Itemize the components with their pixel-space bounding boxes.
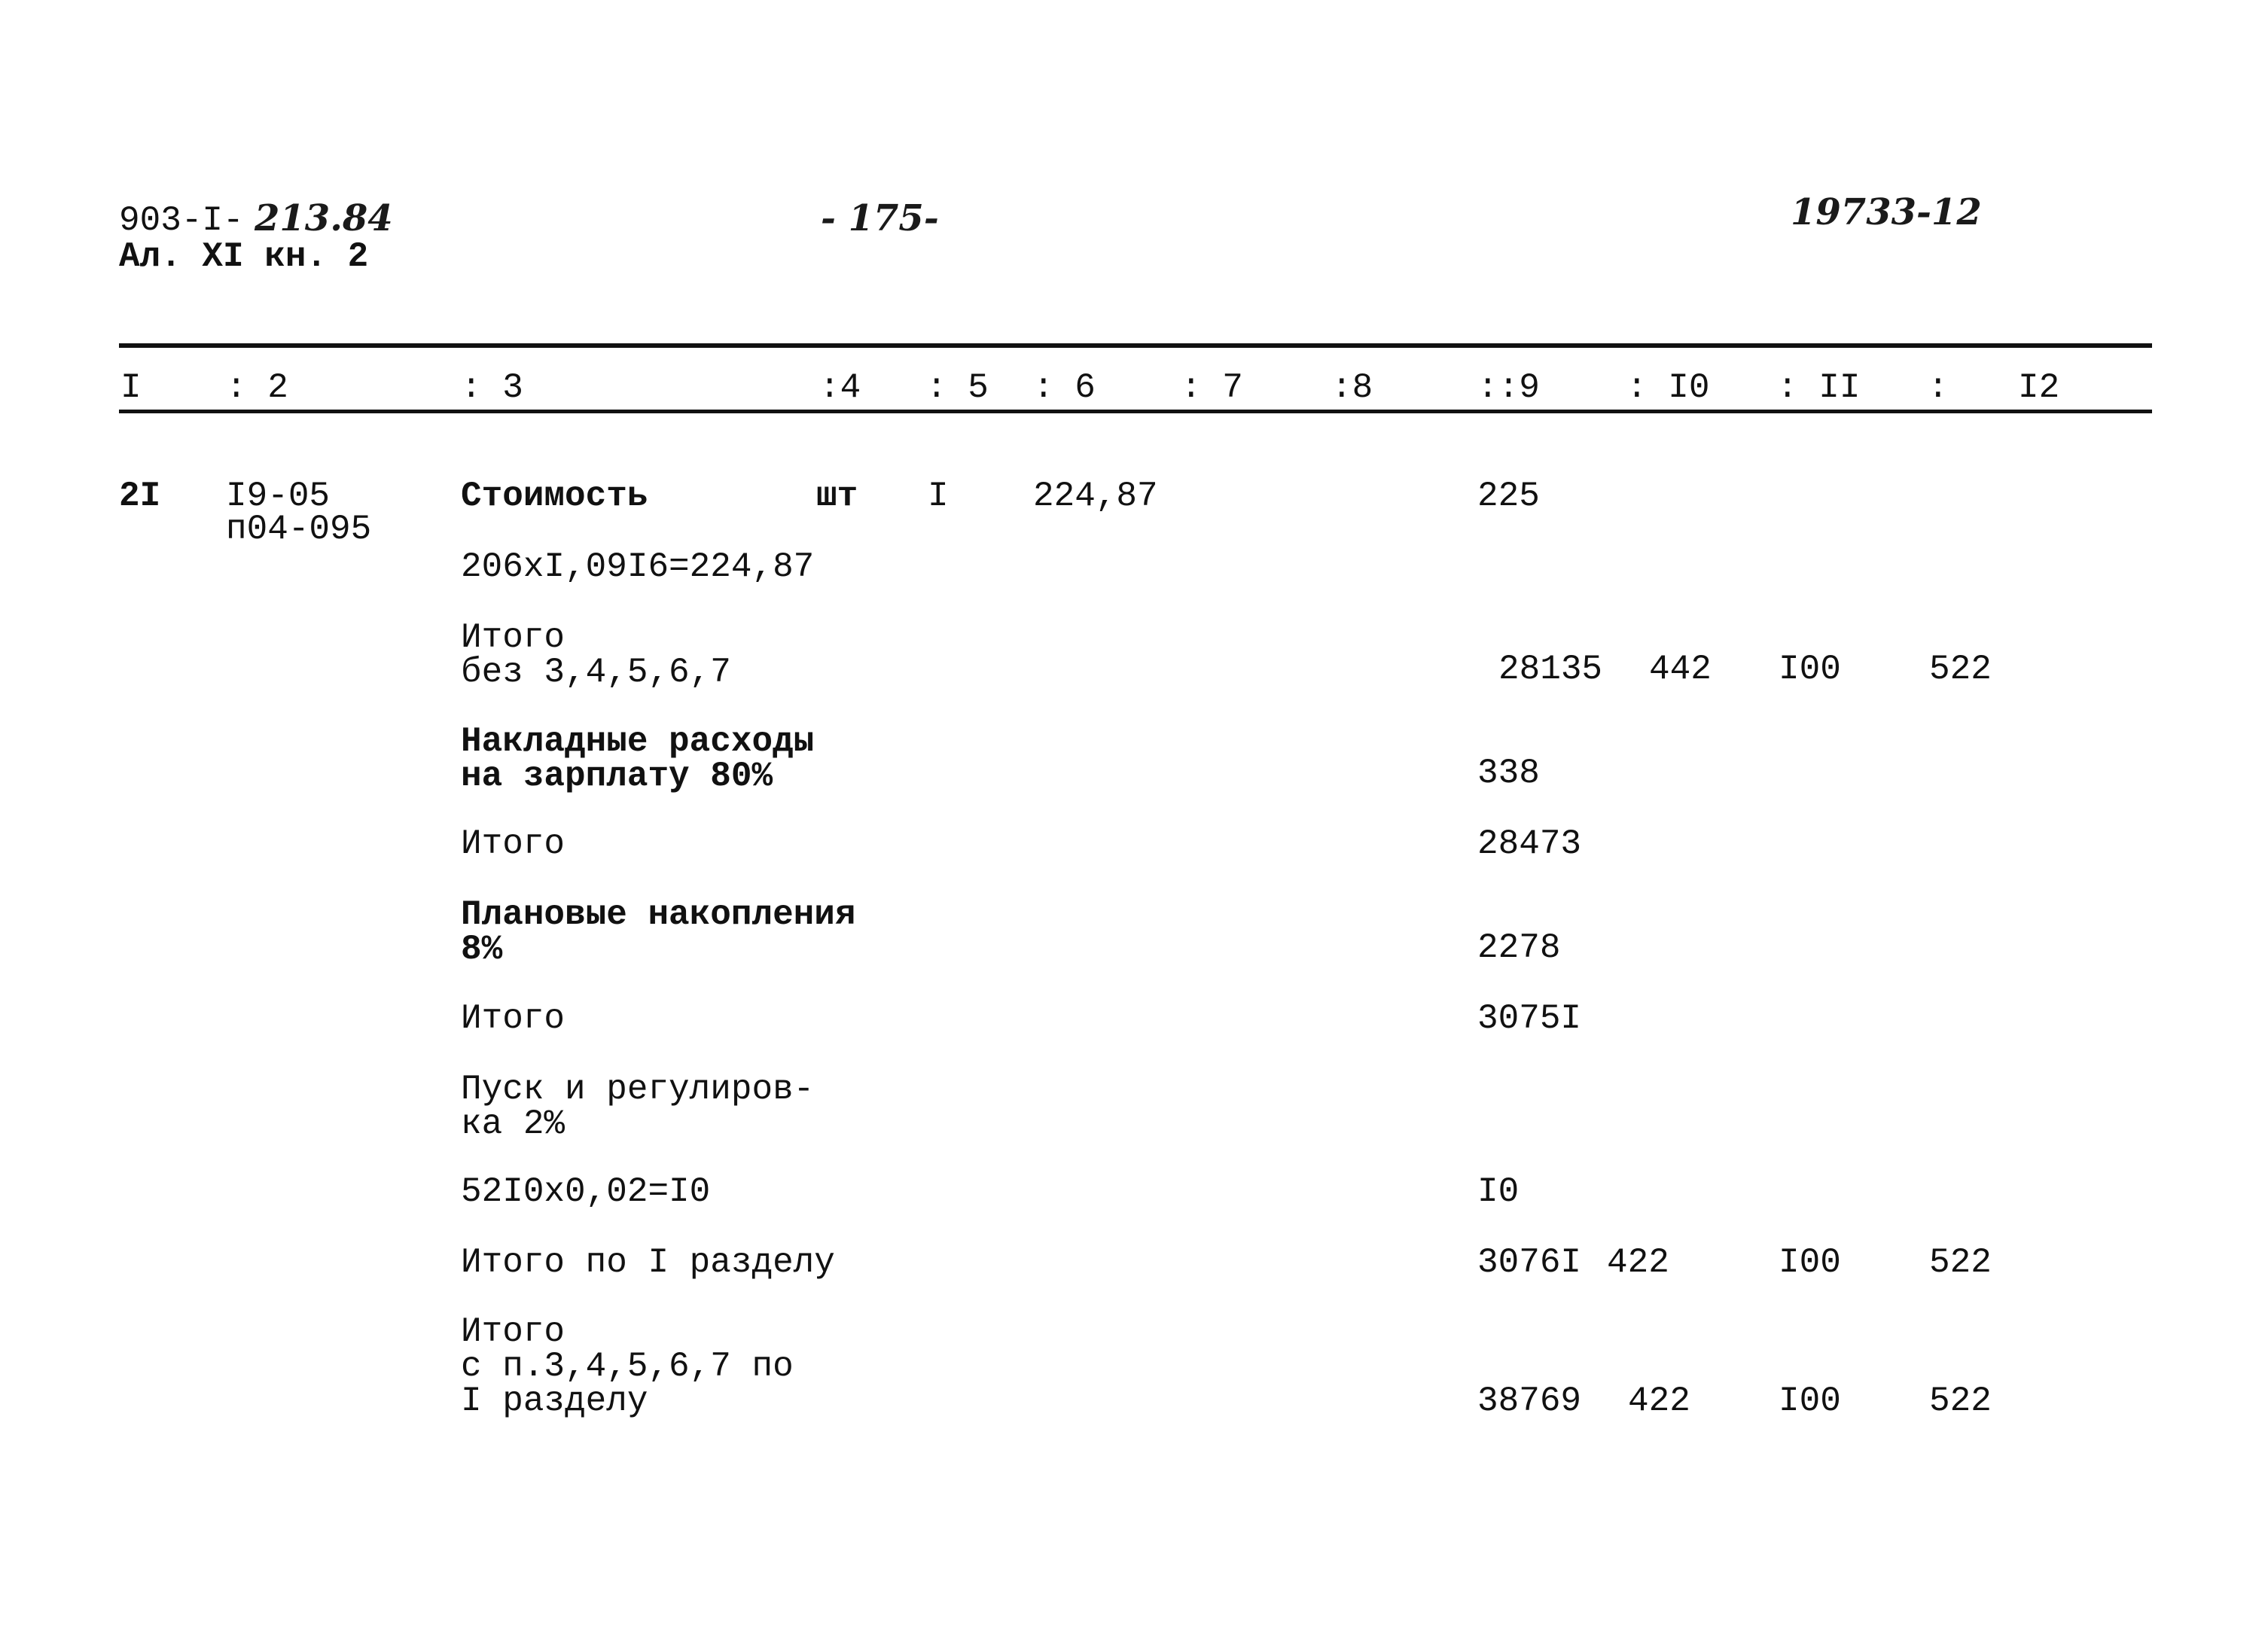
doc-code-handwritten: 213.84 [255, 197, 393, 239]
page-number: - 175- [821, 197, 939, 239]
table-top-rule [119, 343, 2152, 348]
row-col9: 338 [1477, 754, 1540, 793]
col-header-5: : 5 [926, 368, 989, 407]
row-label: Итого по I разделу [461, 1243, 835, 1282]
col-header-12: I2 [2018, 368, 2060, 407]
row-col11: I00 [1779, 1243, 1841, 1282]
col-header-3: : 3 [461, 368, 523, 407]
row-col9: 38769 [1477, 1381, 1582, 1421]
row-label: Итого [461, 824, 565, 864]
album-line: Ал. XI кн. 2 [119, 237, 369, 276]
row-label: Плановые накопления 8% [461, 895, 856, 969]
col-header-2: : 2 [226, 368, 288, 407]
item-name: Стоимость [461, 477, 648, 516]
col-header-4: :4 [819, 368, 861, 407]
row-col12: 522 [1929, 1381, 1992, 1421]
row-col12: 522 [1929, 1243, 1992, 1282]
row-col9: I0 [1477, 1172, 1520, 1211]
row-col10: 422 [1607, 1243, 1669, 1282]
row-col9: 28473 [1477, 824, 1582, 864]
row-label: Итого [461, 999, 565, 1038]
row-col11: I00 [1779, 1381, 1841, 1421]
col-header-11: : II [1777, 368, 1861, 407]
item-qty: I [928, 477, 949, 516]
row-label: Итого без 3,4,5,6,7 [461, 618, 731, 692]
row-col9: 2278 [1477, 928, 1561, 967]
col-header-6: : 6 [1033, 368, 1096, 407]
col-header-8: :8 [1331, 368, 1373, 407]
row-col10: 442 [1649, 650, 1712, 689]
row-col11: I00 [1779, 650, 1841, 689]
item-code-line2: п04-095 [226, 510, 372, 549]
item-number: 2I [119, 477, 161, 516]
col-header-sep: : [1928, 368, 1949, 407]
item-col9: 225 [1477, 477, 1540, 516]
doc-number: 19733-12 [1791, 191, 1982, 233]
item-unit: шт [816, 477, 858, 516]
col-header-7: : 7 [1181, 368, 1243, 407]
item-code-line1: I9-05 [226, 477, 331, 516]
row-col9: 3076I [1477, 1243, 1582, 1282]
row-col9: 28135 [1498, 650, 1603, 689]
row-col10: 422 [1628, 1381, 1690, 1421]
row-label: Итого с п.3,4,5,6,7 по I разделу [461, 1312, 794, 1421]
row-label: Пуск и регулиров- ка 2% [461, 1070, 815, 1144]
col-header-9: ::9 [1477, 368, 1540, 407]
item-price: 224,87 [1033, 477, 1158, 516]
row-label: Накладные расходы на зарплату 80% [461, 722, 815, 796]
col-header-10: : I0 [1626, 368, 1710, 407]
header-bottom-rule [119, 410, 2152, 413]
doc-code-prefix: 903-I- [119, 201, 244, 240]
row-col9: 3075I [1477, 999, 1582, 1038]
col-header-1: I [120, 368, 142, 407]
row-col12: 522 [1929, 650, 1992, 689]
row-label: 52I0х0,02=I0 [461, 1172, 711, 1211]
item-formula: 206хI,09I6=224,87 [461, 547, 815, 586]
